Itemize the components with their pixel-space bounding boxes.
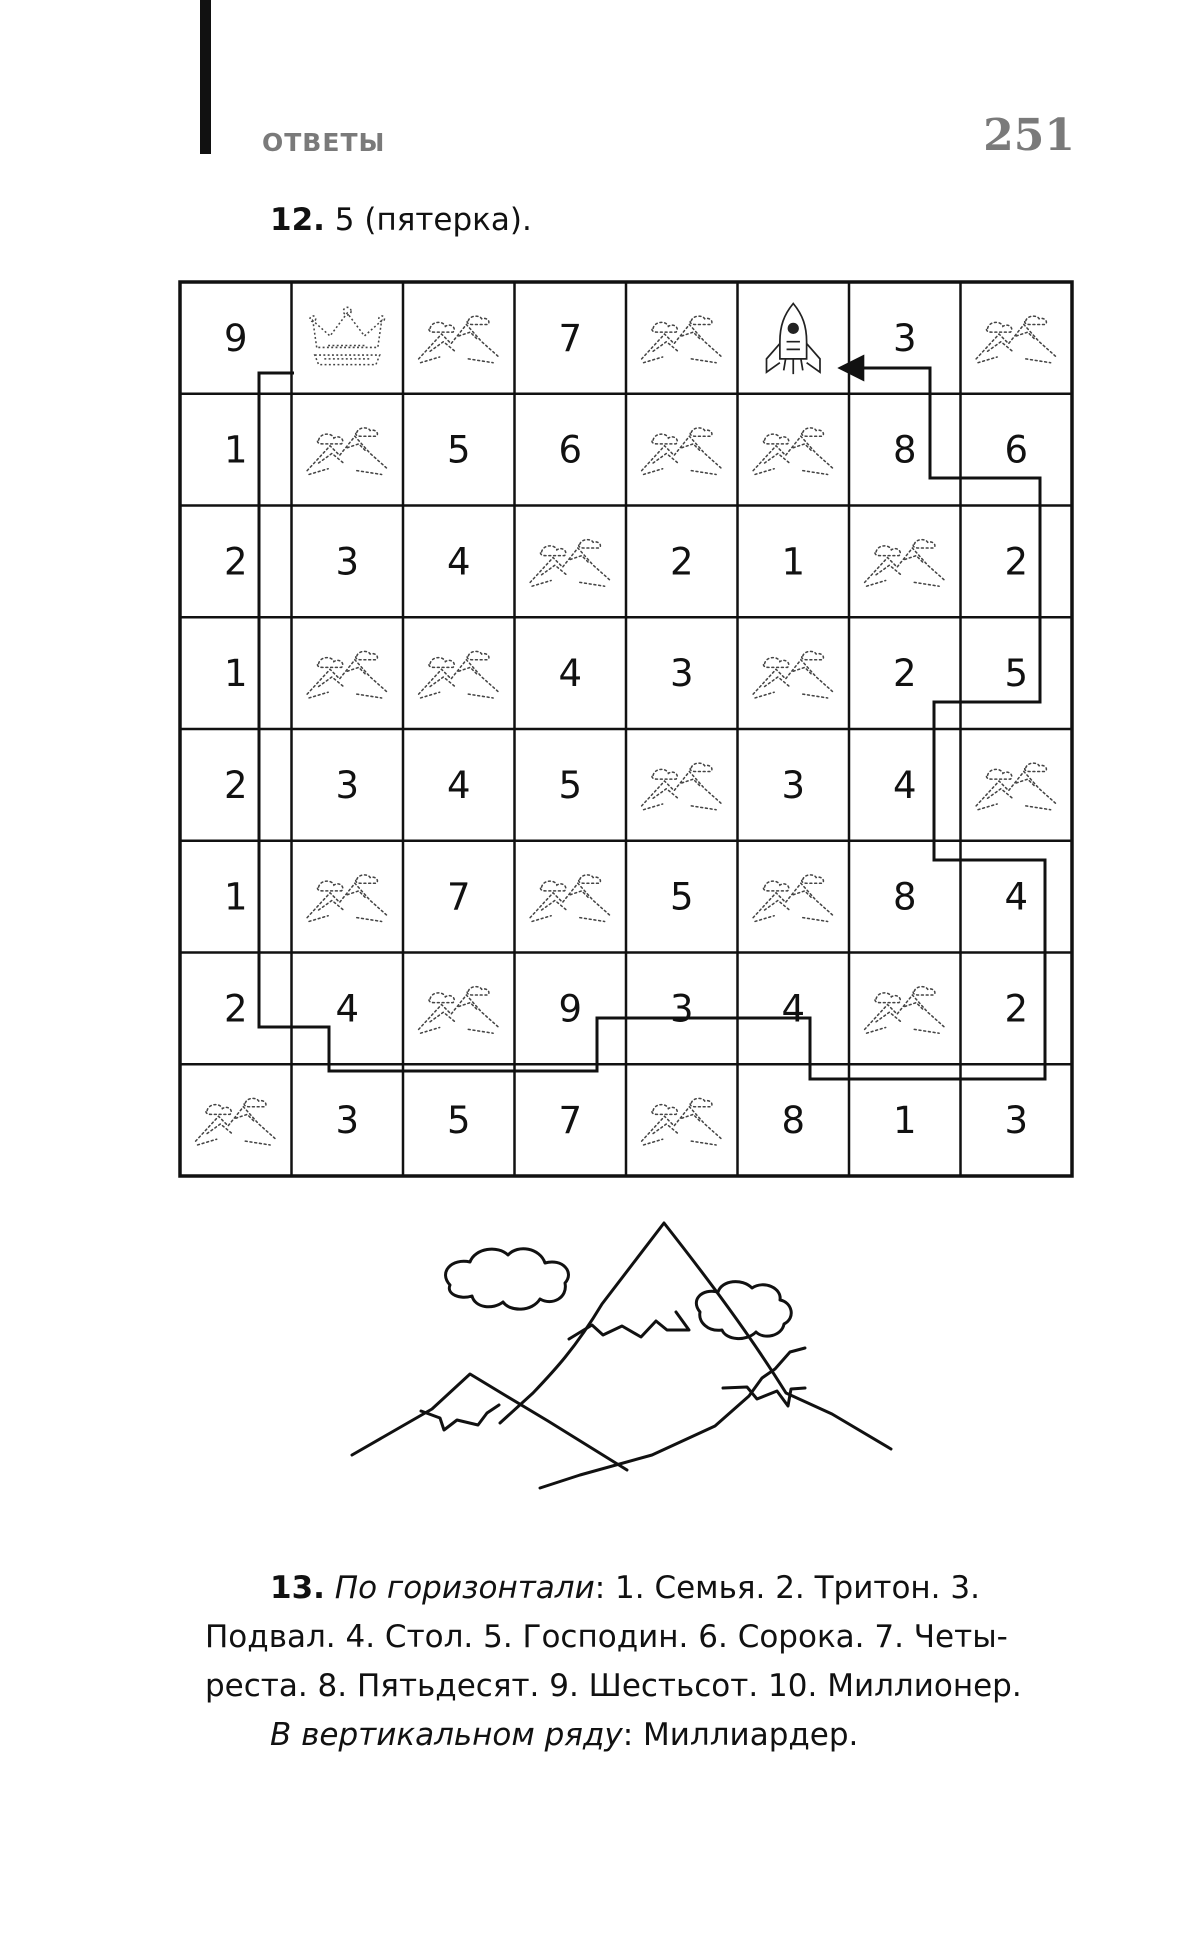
- section-title: ОТВЕТЫ: [262, 128, 386, 157]
- grid-cell-number: 3: [335, 763, 360, 807]
- grid-cell-number: 7: [558, 316, 583, 360]
- grid-cell-number: 3: [669, 652, 694, 696]
- grid-cell-number: 2: [223, 540, 248, 584]
- grid-cell-number: 1: [892, 1099, 917, 1143]
- grid-cell-number: 1: [223, 428, 248, 472]
- grid-cell-number: 4: [446, 763, 471, 807]
- grid-cell-number: 3: [335, 1099, 360, 1143]
- grid-cell-number: 5: [669, 875, 694, 919]
- answer-13-line-4: [205, 1711, 1085, 1760]
- grid-cell-number: 5: [558, 763, 583, 807]
- grid-cell-number: 3: [669, 987, 694, 1031]
- grid-cell-number: 2: [223, 763, 248, 807]
- answer-13-vertical-label: В вертикальном ряду: [270, 1717, 623, 1753]
- answer-13-number: 13.: [270, 1570, 325, 1606]
- answer-13-line-1: [205, 1564, 1085, 1613]
- grid-cell-number: 7: [446, 875, 471, 919]
- grid-cell-number: 3: [892, 316, 917, 360]
- grid-cell-number: 4: [1004, 875, 1029, 919]
- grid-cell-number: 9: [223, 316, 248, 360]
- answer-13: [205, 1564, 1085, 1760]
- grid-cell-number: 4: [335, 987, 360, 1031]
- grid-cell-number: 2: [1004, 540, 1029, 584]
- grid-cell-number: 6: [558, 428, 583, 472]
- grid-cell-number: 3: [781, 763, 806, 807]
- grid-cell-number: 4: [446, 540, 471, 584]
- grid-cell-number: 8: [892, 428, 917, 472]
- page-number: 251: [983, 110, 1075, 161]
- grid-cell-number: 3: [1004, 1099, 1029, 1143]
- answer-13-line-2: Подвал. 4. Стол. 5. Господин. 6. Сорока. 7. Четы-: [205, 1619, 1008, 1655]
- grid-cell-number: 6: [1004, 428, 1029, 472]
- grid-cell-number: 5: [1004, 652, 1029, 696]
- grid-cell-number: 5: [446, 1099, 471, 1143]
- answer-13-horizontal-label: По горизонтали: [334, 1570, 595, 1606]
- grid-cell-number: 9: [558, 987, 583, 1031]
- grid-cell-number: 8: [781, 1099, 806, 1143]
- grid-cell-number: 2: [892, 652, 917, 696]
- answer-13-line-1-text: : 1. Семья. 2. Тритон. 3.: [594, 1570, 980, 1606]
- answer-13-line-4-text: : Миллиардер.: [622, 1717, 859, 1753]
- grid-cell-number: 7: [558, 1099, 583, 1143]
- grid-cell-number: 1: [781, 540, 806, 584]
- grid-cell-number: 4: [558, 652, 583, 696]
- grid-cell-number: 1: [223, 875, 248, 919]
- grid-cell-number: 8: [892, 875, 917, 919]
- answer-12-number: 12.: [270, 202, 325, 238]
- grid-cell-number: 2: [669, 540, 694, 584]
- grid-cell-number: 2: [1004, 987, 1029, 1031]
- answer-13-line-3: реста. 8. Пятьдесят. 9. Шестьсот. 10. Миллионер.: [205, 1668, 1022, 1704]
- grid-cell-number: 5: [446, 428, 471, 472]
- grid-cell-number: 2: [223, 987, 248, 1031]
- grid-cell-number: 1: [223, 652, 248, 696]
- answer-12-text: 5 (пятерка).: [334, 202, 532, 238]
- grid-cell-number: 3: [335, 540, 360, 584]
- grid-cell-number: 4: [781, 987, 806, 1031]
- grid-cell-number: 4: [892, 763, 917, 807]
